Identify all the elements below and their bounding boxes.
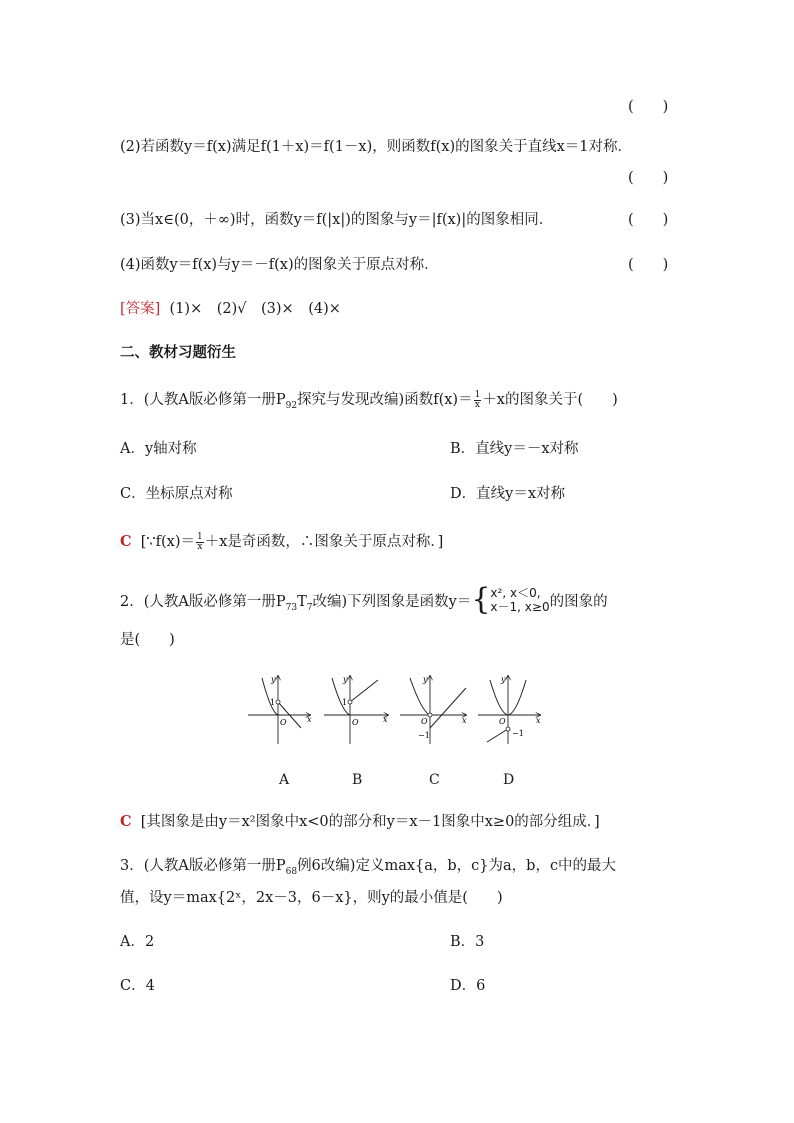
graph-a-origin: O	[280, 718, 287, 727]
graph-a-x-label: x	[307, 715, 312, 724]
graph-a-y-label: y	[271, 675, 276, 684]
graph-c-origin: O	[421, 717, 428, 726]
item2-paren: ( )	[628, 170, 669, 186]
graph-b	[324, 675, 388, 744]
graph-d	[478, 675, 541, 744]
q3-option-b: B．3	[450, 934, 485, 950]
q3-option-a: A．2	[120, 934, 155, 950]
q1-option-a: A．y轴对称	[120, 441, 197, 457]
item4-paren: ( )	[628, 257, 669, 273]
q1-stem-mid: 探究与发现改编)函数f(x)＝	[297, 392, 473, 408]
q1-page-sub: 92	[285, 400, 298, 411]
graph-d-x-label: x	[536, 716, 541, 725]
answer-label: [答案]	[120, 301, 161, 317]
graph-d-y-label: y	[501, 675, 506, 684]
q2-stem	[120, 582, 608, 618]
graph-label-b: B	[352, 772, 363, 788]
graph-label-a: A	[279, 772, 290, 788]
q2-T: T	[297, 594, 307, 610]
graph-b-y-label: y	[343, 675, 348, 684]
q1-answer-suffix: ＋x是奇函数，∴图象关于原点对称．]	[204, 534, 444, 550]
q3-stem-suffix: 例6改编)定义max{a，b，c}为a，b，c中的最大	[297, 858, 617, 874]
q3-stem-prefix: 3．(人教A版必修第一册P	[120, 858, 286, 874]
q1-option-c: C．坐标原点对称	[120, 486, 233, 502]
q1-answer-fraction: $\frac{1}{x}$	[197, 531, 203, 552]
q2-T-sub: 7	[306, 602, 313, 613]
q2-answer-letter: C	[120, 813, 132, 830]
q1-stem	[120, 390, 618, 416]
q3-stem	[120, 856, 616, 882]
q2-stem-suffix: 的图象的	[549, 594, 608, 610]
q1-answer	[120, 532, 443, 552]
judgment-item-2: (2)若函数y＝f(x)满足f(1＋x)＝f(1－x)，则函数f(x)的图象关于直线x＝1对称．	[120, 139, 633, 155]
item3-paren: ( )	[628, 212, 669, 228]
graph-c-x-label: x	[462, 716, 467, 725]
graph-b-tick: 1	[342, 698, 348, 707]
graph-label-d: D	[503, 772, 515, 788]
q1-stem-prefix: 1．(人教A版必修第一册P	[120, 392, 286, 408]
q2-answer	[120, 812, 600, 832]
q1-fraction: $\frac{1}{x}$	[474, 389, 481, 410]
graph-c-y-label: y	[423, 675, 428, 684]
graph-b-origin: O	[352, 718, 359, 727]
section-heading: 二、教材习题衍生	[120, 344, 236, 361]
q1-answer-prefix: [∵f(x)＝	[140, 534, 196, 550]
q1-answer-letter: C	[120, 533, 132, 550]
graph-c	[400, 675, 467, 744]
q2-stem-prefix: 2．(人教A版必修第一册P	[120, 594, 286, 610]
q1-option-b: B．直线y＝－x对称	[450, 441, 579, 457]
judgment-item-3: (3)当x∈(0，＋∞)时，函数y＝f(|x|)的图象与y＝|f(x)|的图象相同．	[120, 212, 554, 228]
graph-c-tick: −1	[418, 731, 430, 740]
answer-text: (1)× (2)√ (3)× (4)×	[169, 301, 341, 317]
q2-graphs	[240, 672, 560, 752]
answer-line	[120, 299, 341, 319]
graph-a	[248, 675, 312, 744]
graph-d-tick: −1	[512, 729, 524, 738]
q3-stem-line2: 值，设y＝max{2ˣ，2x－3，6－x}，则y的最小值是( )	[120, 890, 503, 906]
q3-option-c: C．4	[120, 978, 155, 994]
item1-paren: ( )	[628, 99, 669, 115]
q1-stem-suffix: ＋x的图象关于( )	[482, 392, 618, 408]
q3-page-sub: 68	[285, 866, 298, 877]
graph-b-x-label: x	[383, 715, 388, 724]
q2-stem-line2: 是( )	[120, 632, 175, 648]
judgment-item-4: (4)函数y＝f(x)与y＝－f(x)的图象关于原点对称．	[120, 257, 439, 273]
q1-option-d: D．直线y＝x对称	[450, 486, 565, 502]
q2-answer-text: [其图象是由y＝x²图象中x<0的部分和y＝x－1图象中x≥0的部分组成．]	[140, 814, 600, 830]
graph-a-tick: 1	[270, 698, 276, 707]
graph-label-c: C	[429, 772, 440, 788]
q2-page-sub: 73	[285, 602, 298, 613]
q3-option-d: D．6	[450, 978, 486, 994]
piecewise-function: { x², x＜0, x－1, x≥0	[471, 582, 550, 617]
q2-stem-mid: 改编)下列图象是函数y＝	[312, 594, 472, 610]
graph-d-origin: O	[499, 717, 506, 726]
